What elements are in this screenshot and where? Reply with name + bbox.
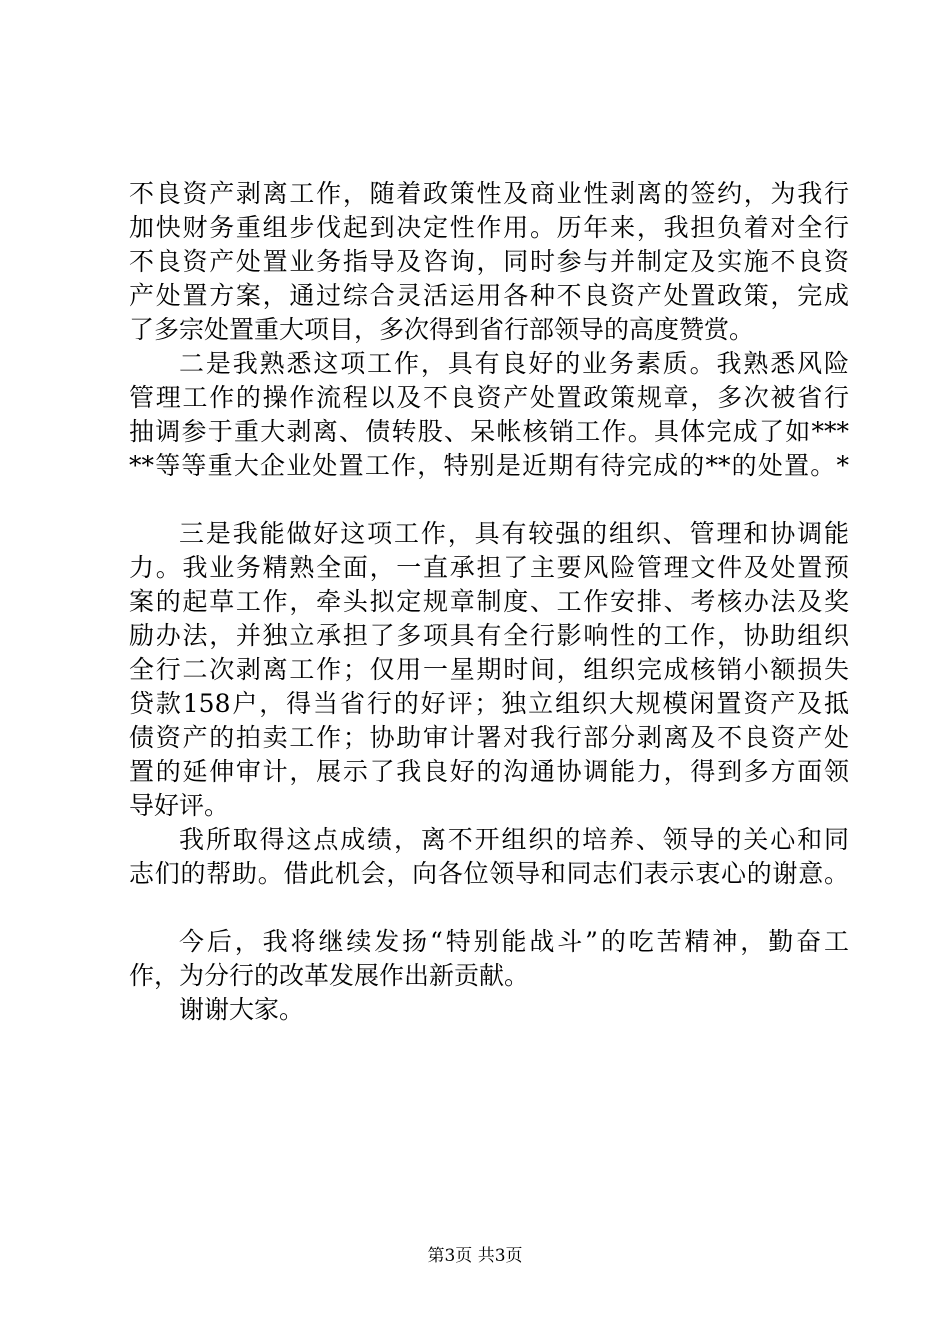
- paragraph-line: 导好评。: [129, 791, 230, 820]
- paragraph-line: 不良资产处置业务指导及咨询，同时参与并制定及实施不良资: [129, 247, 849, 276]
- paragraph-line: 管理工作的操作流程以及不良资产处置政策规章，多次被省行: [129, 383, 849, 412]
- paragraph-line: 产处置方案，通过综合灵活运用各种不良资产处置政策，完成: [129, 281, 849, 310]
- paragraph-line: 加快财务重组步伐起到决定性作用。历年来，我担负着对全行: [129, 213, 849, 242]
- paragraph-line: 我所取得这点成绩，离不开组织的培养、领导的关心和同: [179, 825, 849, 854]
- paragraph-line: 了多宗处置重大项目，多次得到省行部领导的高度赞赏。: [129, 315, 755, 344]
- paragraph-line: **等等重大企业处置工作，特别是近期有待完成的**的处置。*: [129, 451, 849, 480]
- paragraph-line: 力。我业务精熟全面，一直承担了主要风险管理文件及处置预: [129, 553, 849, 582]
- paragraph-line: 置的延伸审计，展示了我良好的沟通协调能力，得到多方面领: [129, 757, 849, 786]
- paragraph-line: 三是我能做好这项工作，具有较强的组织、管理和协调能: [179, 519, 849, 548]
- paragraph-line: 案的起草工作，牵头拟定规章制度、工作安排、考核办法及奖: [129, 587, 849, 616]
- paragraph-line: 励办法，并独立承担了多项具有全行影响性的工作，协助组织: [129, 621, 849, 650]
- page-number-footer: 第3页 共3页: [427, 1246, 523, 1266]
- paragraph-line: 谢谢大家。: [179, 995, 305, 1024]
- paragraph-line: 今后，我将继续发扬“特别能战斗”的吃苦精神，勤奋工: [179, 927, 849, 956]
- paragraph-line: 作，为分行的改革发展作出新贡献。: [129, 961, 530, 990]
- paragraph-line: 抽调参于重大剥离、债转股、呆帐核销工作。具体完成了如***: [129, 417, 849, 446]
- paragraph-line: 贷款158户，得当省行的好评；独立组织大规模闲置资产及抵: [129, 689, 849, 718]
- paragraph-line: 不良资产剥离工作，随着政策性及商业性剥离的签约，为我行: [129, 179, 849, 208]
- paragraph-line: 志们的帮助。借此机会，向各位领导和同志们表示衷心的谢意。: [129, 859, 849, 888]
- paragraph-line: 全行二次剥离工作；仅用一星期时间，组织完成核销小额损失: [129, 655, 849, 684]
- paragraph-line: 二是我熟悉这项工作，具有良好的业务素质。我熟悉风险: [179, 349, 849, 378]
- paragraph-line: 债资产的拍卖工作；协助审计署对我行部分剥离及不良资产处: [129, 723, 849, 752]
